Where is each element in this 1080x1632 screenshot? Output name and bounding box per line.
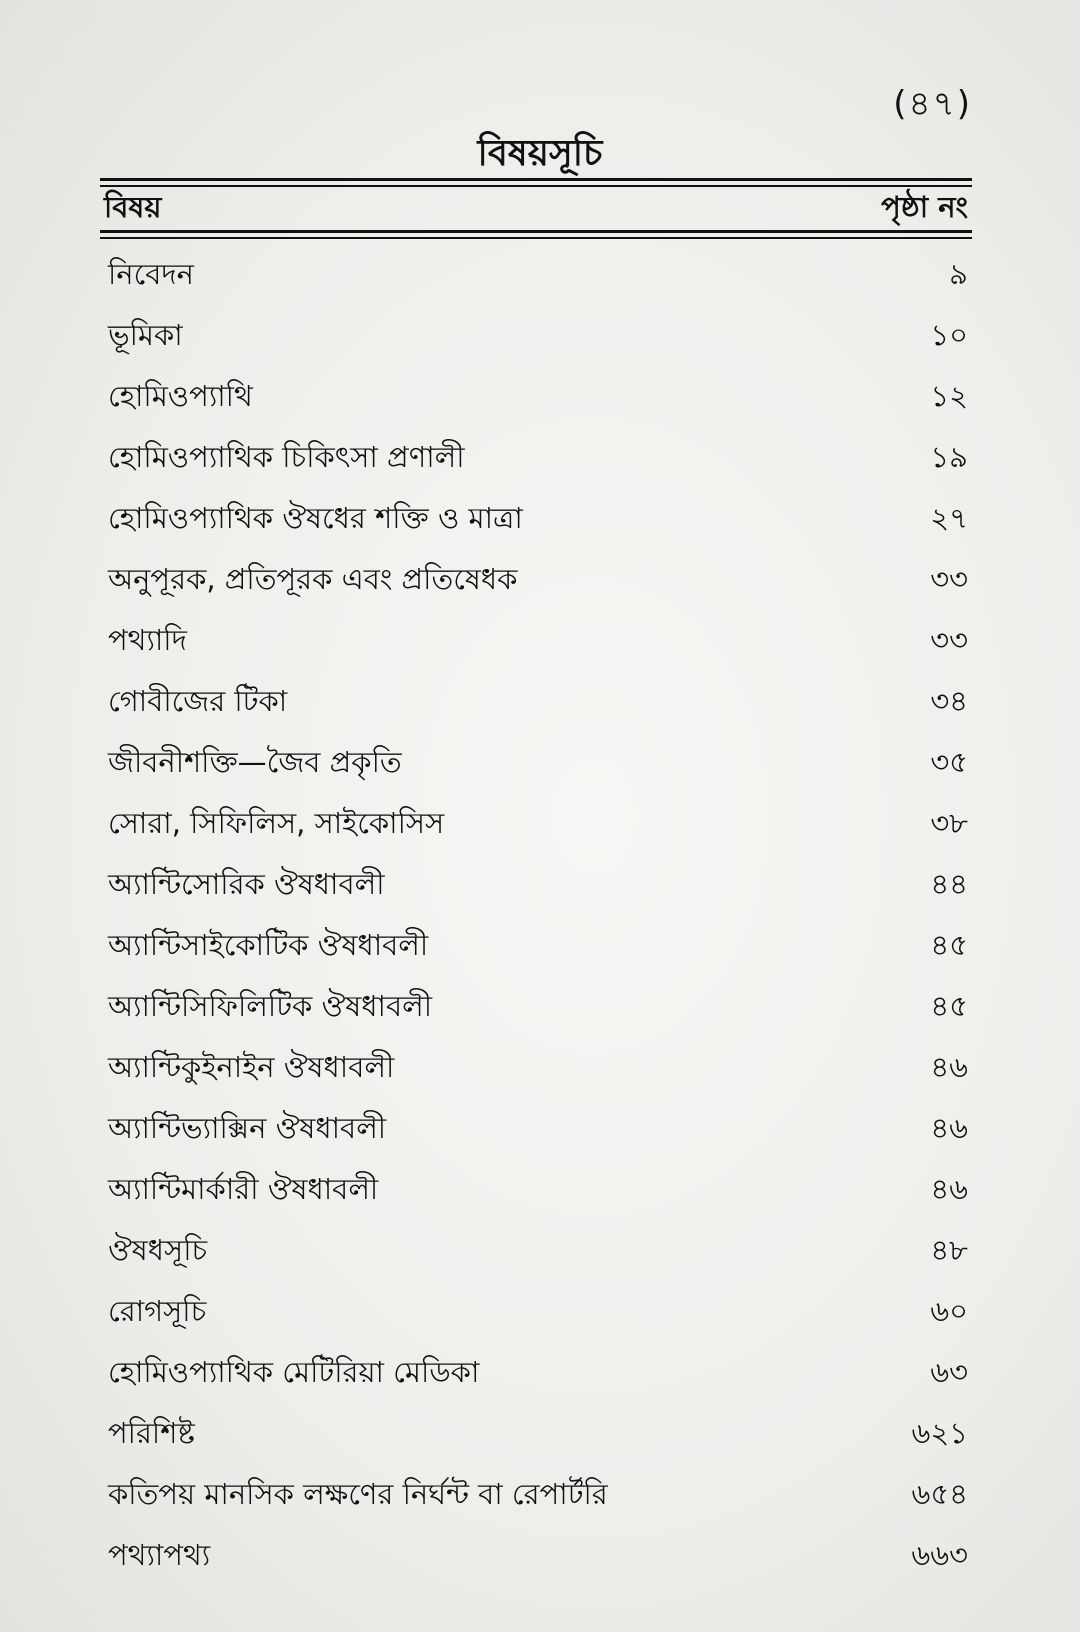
entry-page: ৪৫ [930,928,968,962]
entry-subject: অ্যান্টিসিফিলিটিক ঔষধাবলী [108,989,432,1023]
toc-entry [108,1100,970,1161]
toc-entry [108,612,970,673]
entry-page: ৯ [949,257,968,291]
entry-subject: ঔষধসূচি [108,1233,208,1267]
toc-entry [108,490,970,551]
entry-subject: পথ্যাদি [108,623,187,657]
subject-column-header: বিষয় [104,189,162,224]
entry-subject: হোমিওপ্যাথিক চিকিৎসা প্রণালী [108,440,465,474]
entry-page: ৬৩ [930,1355,968,1389]
page-title: বিষয়সূচি [477,133,603,174]
toc-entry [108,368,970,429]
entry-subject: নিবেদন [108,257,194,291]
toc-entry [108,551,970,612]
entry-subject: পথ্যাপথ্য [108,1538,211,1572]
entry-subject: অ্যান্টিসোরিক ঔষধাবলী [108,867,385,901]
toc-entry [108,1039,970,1100]
entry-page: ১৯ [930,440,968,474]
entry-page: ৩৩ [930,623,968,657]
toc-entry [108,795,970,856]
entry-page: ৪৪ [930,867,968,901]
toc-entry [108,307,970,368]
page-column-header: পৃষ্ঠা নং [881,189,968,224]
entry-subject: রোগসূচি [108,1294,207,1328]
toc-entry [108,1283,970,1344]
header-top-rule [100,178,972,181]
toc-entry [108,673,970,734]
header-bottom-rule-inner [100,237,972,239]
entry-page: ৬৫৪ [911,1477,968,1511]
entry-subject: কতিপয় মানসিক লক্ষণের নির্ঘন্ট বা রেপার্টরি [108,1477,608,1511]
entry-page: ১০ [930,318,968,352]
toc-entry [108,1344,970,1405]
entry-subject: গোবীজের টিকা [108,684,288,718]
entry-subject: ভূমিকা [108,318,183,352]
entry-page: ৪৮ [930,1233,968,1267]
entry-page: ৩৮ [930,806,968,840]
entry-page: ২৭ [930,501,968,535]
entry-page: ৪৬ [930,1111,968,1145]
entry-page: ১২ [930,379,968,413]
toc-entry [108,1405,970,1466]
entry-subject: হোমিওপ্যাথিক মেটিরিয়া মেডিকা [108,1355,480,1389]
toc-list [108,246,970,1588]
entry-subject: সোরা, সিফিলিস, সাইকোসিস [108,806,445,840]
entry-page: ৬২১ [911,1416,968,1450]
entry-subject: হোমিওপ্যাথি [108,379,253,413]
entry-page: ৬০ [930,1294,968,1328]
toc-entry [108,1161,970,1222]
entry-page: ৩৪ [930,684,968,718]
entry-subject: পরিশিষ্ট [108,1416,195,1450]
toc-entry [108,917,970,978]
toc-header-row [104,190,968,228]
toc-entry [108,856,970,917]
toc-entry [108,1466,970,1527]
toc-entry [108,246,970,307]
entry-subject: অ্যান্টিমার্কারী ঔষধাবলী [108,1172,379,1206]
toc-entry [108,734,970,795]
toc-entry [108,1527,970,1588]
entry-page: ৪৬ [930,1050,968,1084]
toc-entry [108,978,970,1039]
entry-page: ৩৩ [930,562,968,596]
header-top-rule-inner [100,185,972,187]
page-number: (৪৭) [893,84,972,124]
entry-subject: অ্যান্টিভ্যাক্সিন ঔষধাবলী [108,1111,387,1145]
toc-entry [108,1222,970,1283]
entry-page: ৪৬ [930,1172,968,1206]
toc-entry [108,429,970,490]
entry-subject: অনুপূরক, প্রতিপূরক এবং প্রতিষেধক [108,562,518,596]
header-bottom-rule [100,230,972,233]
entry-page: ৩৫ [930,745,968,779]
entry-page: ৪৫ [930,989,968,1023]
entry-subject: হোমিওপ্যাথিক ঔষধের শক্তি ও মাত্রা [108,501,523,535]
entry-page: ৬৬৩ [911,1538,968,1572]
entry-subject: জীবনীশক্তি—জৈব প্রকৃতি [108,745,402,779]
entry-subject: অ্যান্টিসাইকোটিক ঔষধাবলী [108,928,429,962]
entry-subject: অ্যান্টিকুইনাইন ঔষধাবলী [108,1050,395,1084]
